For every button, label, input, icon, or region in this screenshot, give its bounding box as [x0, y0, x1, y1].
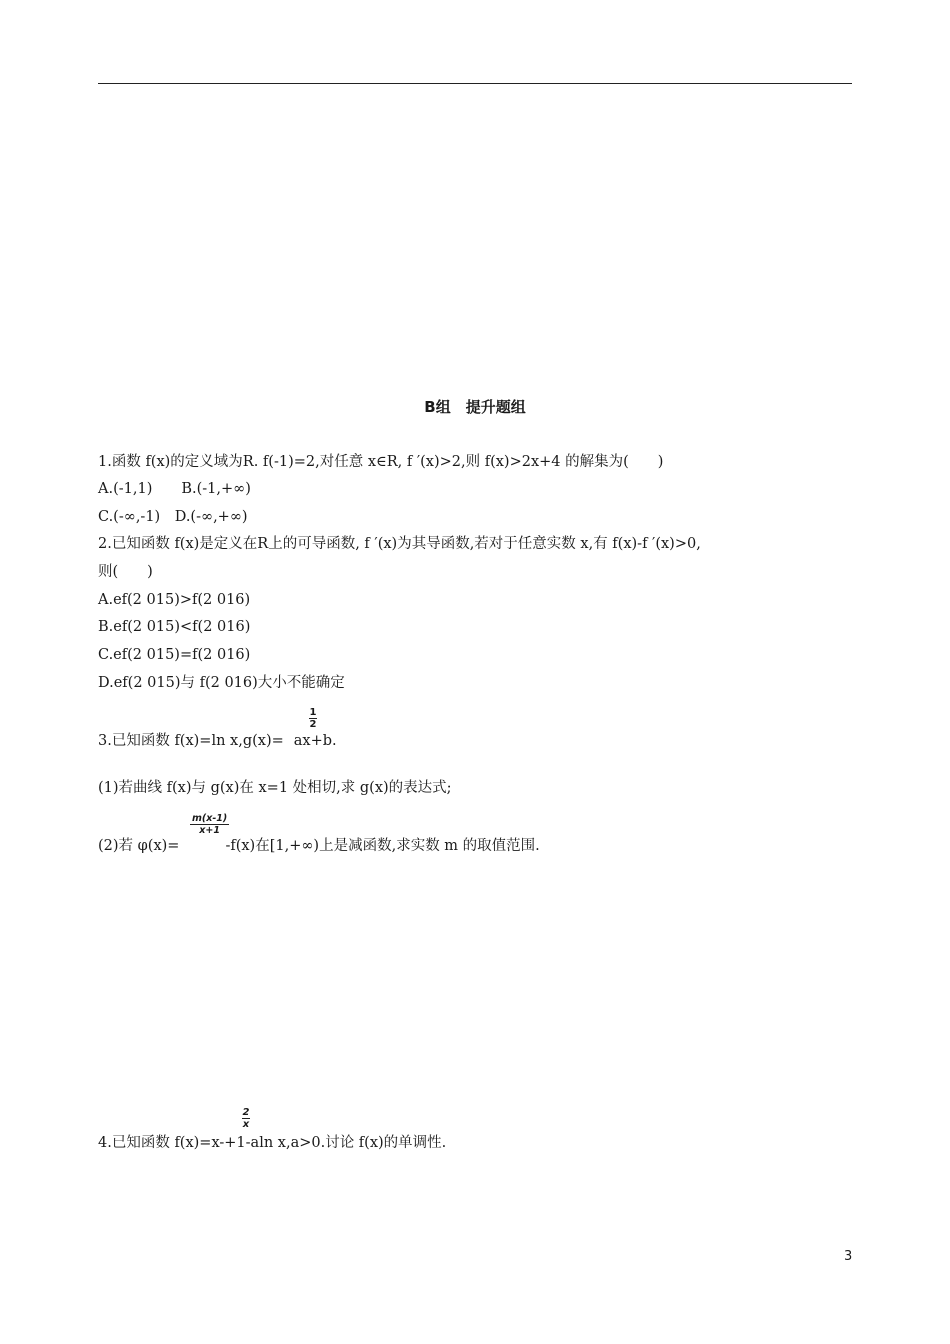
q4-stem-post: +1-aln x,a>0.讨论 f(x)的单调性.	[224, 1135, 447, 1151]
q3-part2	[98, 836, 540, 856]
q2-stem-line2: 则( )	[98, 564, 153, 580]
q3-half-den: 2	[309, 719, 317, 730]
header-rule	[98, 83, 852, 84]
q3-part1: (1)若曲线 f(x)与 g(x)在 x=1 处相切,求 g(x)的表达式;	[98, 780, 452, 796]
q3-phi-fraction	[190, 813, 229, 836]
q3-half-num: 1	[309, 707, 317, 718]
q3-part2-pre: (2)若 φ(x)=	[98, 838, 180, 854]
q4-exp-num: 2	[242, 1107, 250, 1118]
q2-option-c: C.ef(2 015)=f(2 016)	[98, 647, 251, 663]
q2-option-a: A.ef(2 015)>f(2 016)	[98, 592, 251, 608]
q3-stem-post: ax+b.	[293, 733, 337, 749]
q1-options-cd: C.(-∞,-1) D.(-∞,+∞)	[98, 509, 248, 525]
q1-stem: 1.函数 f(x)的定义域为R. f(-1)=2,对任意 x∈R, f ′(x)>2,则 f(x)>2x+4 的解集为( )	[98, 454, 664, 470]
q4-exponent-fraction	[242, 1107, 250, 1130]
q3-stem	[98, 731, 337, 751]
q1-options-ab: A.(-1,1) B.(-1,+∞)	[98, 481, 251, 497]
q2-option-b: B.ef(2 015)<f(2 016)	[98, 619, 251, 635]
q3-frac-num: m(x-1)	[192, 813, 228, 824]
q4-stem-pre: 4.已知函数 f(x)=x-	[98, 1135, 225, 1151]
section-title: B组 提升题组	[424, 398, 526, 416]
q3-half-fraction	[309, 707, 317, 730]
q4-exp-den: x	[242, 1119, 250, 1130]
q2-stem-line1: 2.已知函数 f(x)是定义在R上的可导函数, f ′(x)为其导函数,若对于任意实数 x,有 f(x)-f ′(x)>0,	[98, 536, 701, 552]
q4-stem	[98, 1133, 446, 1153]
q2-option-d: D.ef(2 015)与 f(2 016)大小不能确定	[98, 675, 345, 691]
q3-frac-den: x+1	[199, 825, 220, 836]
q3-stem-pre: 3.已知函数 f(x)=ln x,g(x)=	[98, 733, 284, 749]
page-number: 3	[844, 1249, 853, 1264]
q3-part2-post: -f(x)在[1,+∞)上是减函数,求实数 m 的取值范围.	[225, 838, 540, 854]
